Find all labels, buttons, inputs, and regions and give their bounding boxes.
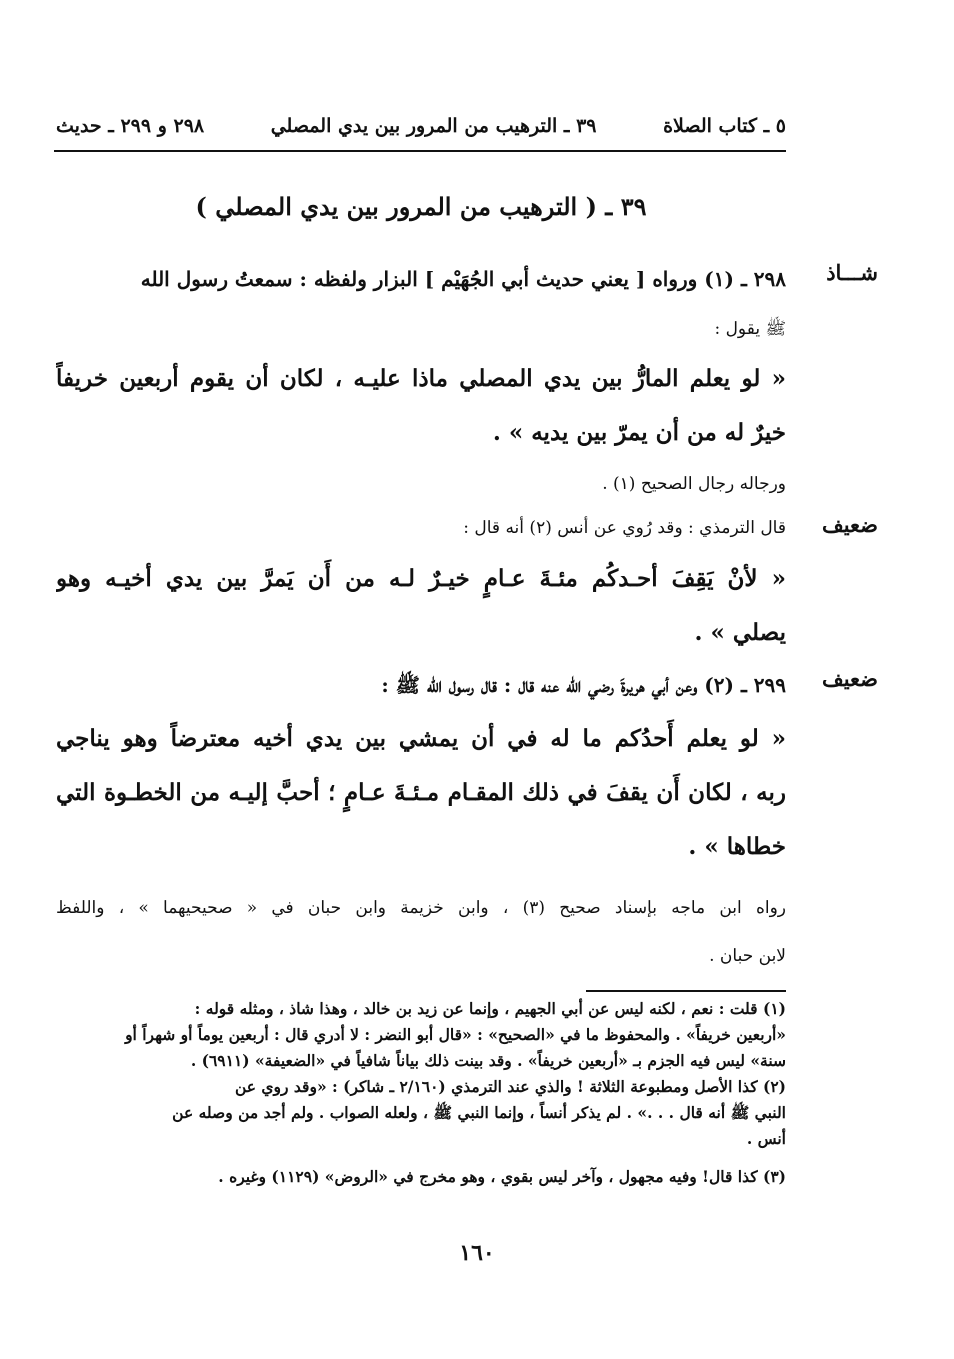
header-hadith-range: ٢٩٨ و ٢٩٩ ـ حديث [56, 115, 205, 137]
source-line: لابن حبان . [709, 946, 786, 966]
footnote-2 [56, 1074, 786, 1152]
matn-line: خطاها » . [688, 833, 786, 860]
hadith-intro-line: ٢٩٨ ـ (١) ورواه [ يعني حديث أبي الجُهَيْم ] البزار ولفظه : سمعتُ رسول الله [140, 267, 786, 291]
footnote-line: النبي ﷺ أنه قال . . .» . لم يذكر أنساً ، وإنما النبي ﷺ ، ولعله الصواب . ولم أجد من وصله عن [172, 1103, 786, 1122]
matn-line: خيرٌ له من أن يمرّ بين يديه » . [492, 419, 786, 446]
matn-line: يصلي » . [694, 619, 786, 646]
header-divider [54, 150, 786, 152]
footnote-line: (٣) كذا قال! وفيه مجهول ، وآخر ليس بقوي ، وهو مخرج في «الروض» (١١٢٩) وغيره . [218, 1167, 786, 1186]
grade-label-daif: ضعيف [821, 512, 878, 537]
tirmidhi-report [56, 504, 786, 660]
running-header [56, 108, 786, 144]
report-intro: قال الترمذي : وقد رُوي عن أنس (٢) أنه قال : [463, 518, 786, 538]
hadith-intro-line: ٢٩٩ ـ (٢) وعن أبي هريرةَ رضي الله عنه قال : قال رسول الله ﷺ : [381, 673, 786, 697]
narrators-note: ورجاله رجال الصحيح (١) . [602, 474, 786, 494]
footnote-3 [56, 1164, 786, 1190]
hadith-intro-line: ﷺ يقول : [714, 319, 786, 339]
page-number: ١٦٠ [459, 1240, 495, 1266]
footnote-line: أنس . [746, 1129, 786, 1148]
hadith-298 [56, 252, 786, 508]
chapter-title: ٣٩ ـ ( الترهيب من المرور بين يدي المصلي ) [195, 192, 647, 221]
footnote-divider [586, 990, 786, 992]
footnote-line: (١) قلت : نعم ، لكنه ليس عن أبي الجهيم ، وإنما عن زيد بن خالد ، وهذا شاذ ، ومثله قوله : [194, 999, 786, 1018]
footnote-line: «أربعين خريفاً» . والمحفوظ ما في «الصحيح» : «قال أبو النضر : لا أدري قال : أربعين يوماً أو شهراً أو [125, 1025, 786, 1044]
footnote-line: (٢) كذا الأصل ومطبوعة الثلاثة ! والذي عند الترمذي (٢/١٦٠ ـ شاكر) : «وقد روي عن [234, 1077, 786, 1096]
grade-label-shadh: شـــاذ [826, 260, 878, 285]
matn-line: « لأنْ يَقِفَ أحـدكُم مئـةَ عـامٍ خيـرٌ لـه من أَن يَمرَّ بين يدي أخيـه وهو [56, 565, 786, 592]
spacer [56, 874, 786, 884]
source-line: رواه ابن ماجه بإسناد صحيح (٣) ، وابن خزيمة وابن حبان في « صحيحيهما » ، واللفظ [56, 898, 786, 918]
matn-line: « لو يعلم أَحدُكم ما له في أن يمشي بين يدي أخيه معترضاً وهو يناجي [56, 725, 786, 752]
footnote-1 [56, 996, 786, 1074]
matn-line: ربه ، لكان أَن يقفَ في ذلك المقـام مـئـةَ عـامٍ ؛ أحبَّ إليـه من الخطـوة التي [56, 779, 786, 806]
footnotes [56, 996, 786, 1190]
header-book-section: ٥ ـ كتاب الصلاة [663, 115, 786, 137]
hadith-299 [56, 658, 786, 980]
matn-line: « لو يعلم المارُّ بين يدي المصلي ماذا عليـه ، لكان أن يقوم أربعين خريفاً [56, 365, 786, 392]
grade-label-daif: ضعيف [821, 666, 878, 691]
header-chapter: ٣٩ ـ الترهيب من المرور بين يدي المصلي [270, 115, 597, 137]
footnote-line: سنة» ليس فيه الجزم بـ «أربعين خريفاً» . وقد بينت ذلك بياناً شافياً في «الضعيفة» (٦٩١١) . [190, 1051, 786, 1070]
